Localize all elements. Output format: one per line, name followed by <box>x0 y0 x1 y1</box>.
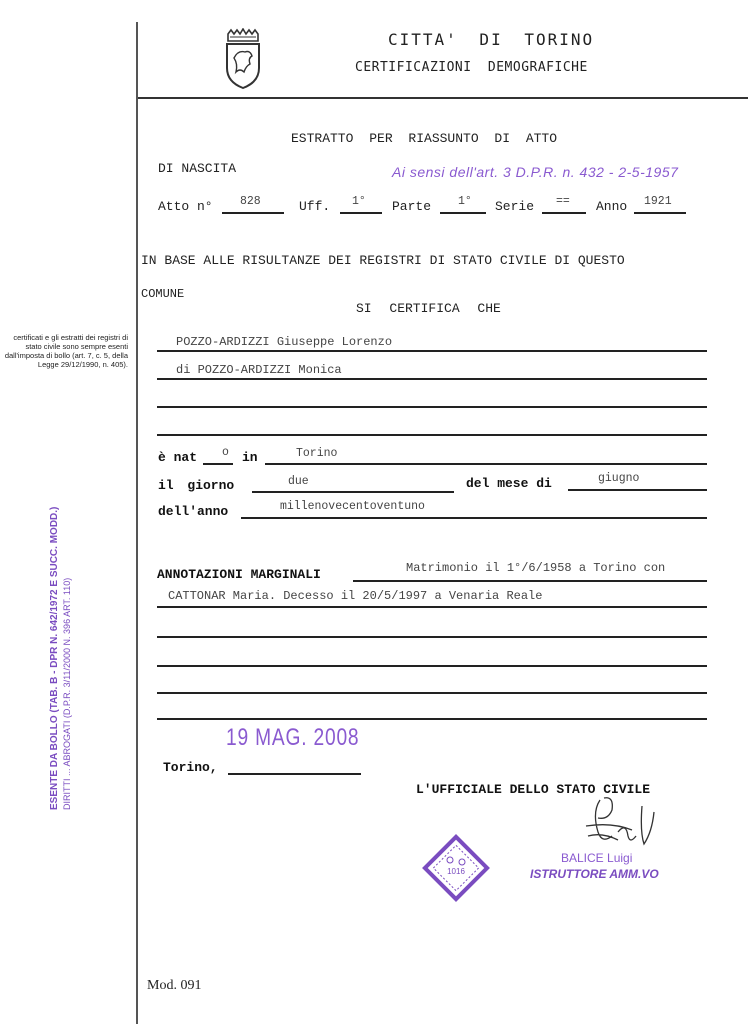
form-code: Mod. 091 <box>147 978 202 993</box>
city-seal-stamp-icon <box>418 830 494 906</box>
annotation-line-1-rule <box>353 580 707 582</box>
person-name: POZZO-ARDIZZI Giuseppe Lorenzo <box>176 335 393 349</box>
torino-coat-of-arms-icon <box>222 28 264 90</box>
city-title: CITTA' DI TORINO <box>388 30 595 49</box>
officer-title: L'UFFICIALE DELLO STATO CIVILE <box>416 782 651 797</box>
born-suffix-underline <box>203 463 233 465</box>
annotation-line-2-rule <box>157 606 707 608</box>
atto-value: 828 <box>240 195 261 208</box>
month-label: del mese di <box>466 476 552 491</box>
signer-name: BALICE Luigi <box>561 851 633 865</box>
document-subtitle: DI NASCITA <box>158 161 237 176</box>
annotation-line-2: CATTONAR Maria. Decesso il 20/5/1997 a Venaria Reale <box>168 589 543 603</box>
annotations-label: ANNOTAZIONI MARGINALI <box>157 567 321 582</box>
serie-value: == <box>556 195 570 208</box>
certifies-heading: SI CERTIFICA CHE <box>356 301 501 316</box>
person-line-3-rule <box>157 406 707 408</box>
annotation-line-1: Matrimonio il 1°/6/1958 a Torino con <box>406 561 666 575</box>
birth-day: due <box>288 475 309 488</box>
annotation-line-6-rule <box>157 718 707 720</box>
person-line-2-rule <box>157 378 707 380</box>
born-suffix: o <box>222 446 229 459</box>
birth-month: giugno <box>598 472 640 485</box>
person-line-4-rule <box>157 434 707 436</box>
department-title: CERTIFICAZIONI DEMOGRAFICHE <box>355 60 588 75</box>
stamp-duty-exemption-note: certificati e gli estratti dei registri di stato civile sono sempre esenti dall'imposta di bollo (art. 7, c. 5, della Legge 29/12/1990, n. 405). <box>4 333 128 369</box>
anno-underline <box>634 212 686 214</box>
tax-exemption-stamp-line-2: DIRITTI ... ABROGATI (D.P.R. 3/11/2000 N. 396 ART. 110) <box>62 577 72 810</box>
uff-underline <box>340 212 382 214</box>
uff-value: 1° <box>352 195 366 208</box>
uff-label: Uff. <box>299 199 331 214</box>
signer-role: ISTRUTTORE AMM.VO <box>530 867 659 881</box>
birth-year: millenovecentoventuno <box>280 500 425 513</box>
anno-value: 1921 <box>644 195 672 208</box>
serie-label: Serie <box>495 199 535 214</box>
person-parent: di POZZO-ARDIZZI Monica <box>176 363 342 377</box>
year-underline <box>241 517 707 519</box>
anno-label: Anno <box>596 199 628 214</box>
person-line-1-rule <box>157 350 707 352</box>
left-margin-line <box>136 22 138 1024</box>
born-label: è nat <box>158 450 198 465</box>
tax-exemption-stamp-line-1: ESENTE DA BOLLO (TAB. B - DPR N. 642/1972 E SUCC. MODD.) <box>49 506 60 810</box>
annotation-line-5-rule <box>157 692 707 694</box>
svg-text:1016: 1016 <box>447 867 465 876</box>
born-in-label: in <box>242 450 258 465</box>
place-underline <box>265 463 707 465</box>
day-label: il giorno <box>158 478 235 493</box>
serie-underline <box>542 212 586 214</box>
year-label: dell'anno <box>158 504 229 519</box>
handwritten-signature-icon <box>582 792 662 854</box>
parte-value: 1° <box>458 195 472 208</box>
place-label: Torino, <box>163 760 218 775</box>
document-title: ESTRATTO PER RIASSUNTO DI ATTO <box>291 131 558 146</box>
day-underline <box>252 491 454 493</box>
tax-exemption-stamp <box>48 470 108 810</box>
annotation-line-4-rule <box>157 665 707 667</box>
law-reference-stamp: Ai sensi dell'art. 3 D.P.R. n. 432 - 2-5-1957 <box>392 164 679 180</box>
issue-date-stamp: 19 MAG. 2008 <box>226 724 360 751</box>
birth-place: Torino <box>296 447 338 460</box>
intro-line-2: COMUNE <box>141 287 185 301</box>
annotation-line-3-rule <box>157 636 707 638</box>
month-underline <box>568 489 707 491</box>
intro-line-1: IN BASE ALLE RISULTANZE DEI REGISTRI DI STATO CIVILE DI QUESTO <box>141 253 625 268</box>
parte-underline <box>440 212 486 214</box>
date-underline <box>228 773 361 775</box>
atto-underline <box>222 212 284 214</box>
header-divider <box>138 97 748 99</box>
parte-label: Parte <box>392 199 432 214</box>
atto-label: Atto n° <box>158 199 213 214</box>
